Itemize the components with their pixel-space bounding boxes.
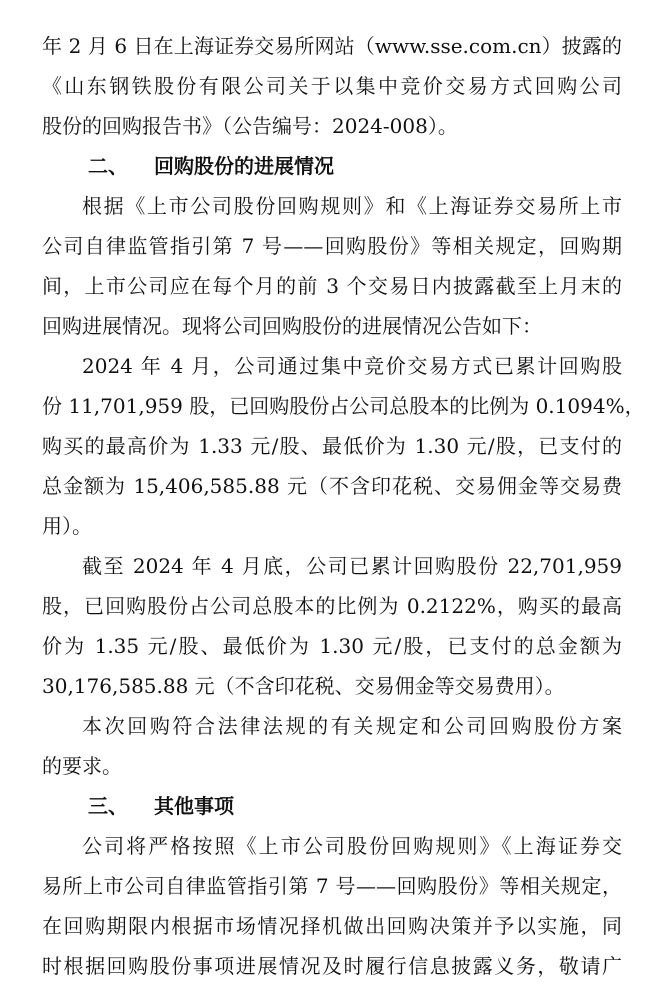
para1-line-2: 公司自律监管指引第 7 号——回购股份》等相关规定，回购期 <box>42 234 622 258</box>
para5-line-3: 在回购期限内根据市场情况择机做出回购决策并予以实施，同 <box>42 914 622 938</box>
para2-line-5: 用）。 <box>42 514 92 538</box>
section-title: 其他事项 <box>154 794 234 818</box>
para3-line-3: 价为 1.35 元/股、最低价为 1.30 元/股，已支付的总金额为 <box>42 634 622 658</box>
section-number: 三、 <box>88 794 128 818</box>
para3-line-4: 30,176,585.88 元（不含印花税、交易佣金等交易费用）。 <box>42 674 565 698</box>
section-heading-other <box>88 786 234 826</box>
para5-line-4: 时根据回购股份事项进展情况及时履行信息披露义务，敬请广 <box>42 954 622 978</box>
intro-line-3: 股份的回购报告书》（公告编号：2024-008）。 <box>42 114 458 138</box>
para2-line-2: 份 11,701,959 股，已回购股份占公司总股本的比例为 0.1094%， <box>42 394 645 418</box>
para2-line-1: 2024 年 4 月，公司通过集中竞价交易方式已累计回购股 <box>82 354 622 378</box>
para5-line-1: 公司将严格按照《上市公司股份回购规则》《上海证券交 <box>82 834 622 858</box>
para3-line-2: 股，已回购股份占公司总股本的比例为 0.2122%，购买的最高 <box>42 594 622 618</box>
para3-line-1: 截至 2024 年 4 月底，公司已累计回购股份 22,701,959 <box>82 554 622 578</box>
section-heading-progress <box>88 146 334 186</box>
para1-line-3: 间，上市公司应在每个月的前 3 个交易日内披露截至上月末的 <box>42 274 622 298</box>
para4-line-2: 的要求。 <box>42 754 122 778</box>
para2-line-4: 总金额为 15,406,585.88 元（不含印花税、交易佣金等交易费 <box>42 474 622 498</box>
para5-line-2: 易所上市公司自律监管指引第 7 号——回购股份》等相关规定， <box>42 874 622 898</box>
para4-line-1: 本次回购符合法律法规的有关规定和公司回购股份方案 <box>82 714 622 738</box>
section-number: 二、 <box>88 154 128 178</box>
intro-line-1: 年 2 月 6 日在上海证券交易所网站（www.sse.com.cn）披露的 <box>42 34 622 58</box>
para2-line-3: 购买的最高价为 1.33 元/股、最低价为 1.30 元/股，已支付的 <box>42 434 622 458</box>
para1-line-4: 回购进展情况。现将公司回购股份的进展情况公告如下： <box>42 314 542 338</box>
intro-line-2: 《山东钢铁股份有限公司关于以集中竞价交易方式回购公司 <box>42 74 622 98</box>
para1-line-1: 根据《上市公司股份回购规则》和《上海证券交易所上市 <box>82 194 622 218</box>
section-title: 回购股份的进展情况 <box>154 154 334 178</box>
